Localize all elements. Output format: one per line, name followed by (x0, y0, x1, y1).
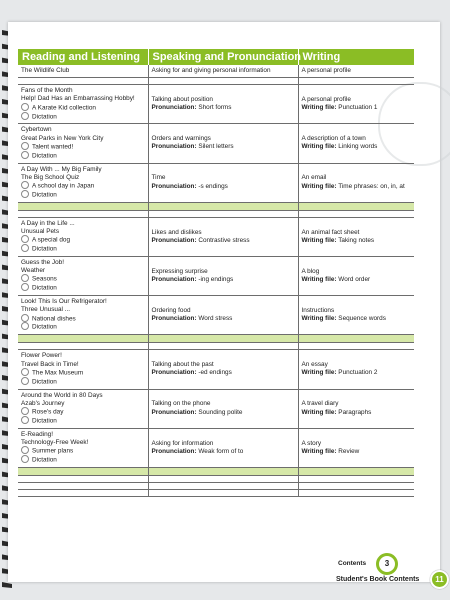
cell-line (152, 237, 295, 245)
cell-line (21, 447, 145, 456)
cell-line (302, 315, 412, 323)
cell-text: Word order (336, 276, 371, 284)
cell-label: Pronunciation: (151, 447, 197, 455)
reading-cell (18, 217, 148, 256)
cell-label: Pronunciation: (151, 182, 197, 190)
cell-text: Review (336, 447, 360, 455)
cell-label: Writing file: (301, 447, 337, 455)
section-separator (18, 335, 414, 343)
book-page-number: 11 (430, 570, 449, 589)
cell-text: A Day in the Life ... (21, 219, 75, 227)
blank-cell (148, 482, 298, 489)
unit-row (18, 350, 414, 389)
cell-text: Dictation (32, 152, 57, 160)
separator-cell (18, 335, 148, 343)
blank-row (18, 489, 414, 496)
cell-text: A personal profile (301, 67, 351, 74)
speaking-cell (148, 65, 298, 78)
writing-cell (298, 389, 414, 428)
cell-line (152, 276, 295, 284)
cell-text: An email (301, 174, 327, 182)
cell-text: Dictation (32, 191, 57, 199)
separator-cell (298, 467, 414, 475)
blank-row (18, 343, 414, 350)
contents-table (18, 49, 414, 497)
cell-line (21, 369, 145, 378)
audio-icon[interactable] (21, 407, 29, 415)
cell-text: Dictation (32, 284, 57, 292)
cell-line (21, 323, 145, 332)
cell-text: Fans of the Month (21, 87, 73, 95)
audio-icon[interactable] (21, 446, 29, 454)
cell-line (21, 361, 145, 369)
cell-text: Talking about the past (151, 361, 214, 369)
cell-line (152, 229, 295, 237)
cell-text: Look! This Is Our Refrigerator! (21, 298, 107, 306)
cell-label: Writing file: (301, 369, 337, 377)
cell-line (302, 229, 412, 237)
cell-line (152, 448, 295, 456)
cell-text: Dictation (32, 113, 57, 121)
cell-line (152, 400, 295, 408)
unit-row (18, 217, 414, 256)
blank-cell (298, 78, 414, 85)
separator-cell (148, 202, 298, 210)
blank-cell (148, 475, 298, 482)
cell-text: The Big School Quiz (21, 173, 80, 181)
cell-line (302, 268, 412, 276)
cell-text: Time phrases: on, in, at (336, 182, 405, 190)
unit-row (18, 85, 414, 124)
cell-label: Writing file: (301, 182, 337, 190)
cell-text: Ordering food (151, 307, 191, 315)
cell-text: Great Parks in New York City (21, 134, 104, 142)
writing-cell (298, 350, 414, 389)
cell-text: -s endings (196, 182, 228, 190)
cell-label: Pronunciation: (151, 104, 197, 112)
cell-label: Pronunciation: (151, 369, 197, 377)
footer-contents-label: Contents (338, 560, 367, 567)
cell-text: A travel diary (301, 400, 339, 408)
cell-line (21, 378, 145, 387)
cell-line (302, 135, 412, 143)
writing-cell (298, 85, 414, 124)
cell-line (302, 104, 412, 112)
cell-text: Instructions (301, 307, 335, 315)
cell-line (21, 400, 145, 408)
cell-line (152, 96, 295, 104)
audio-icon[interactable] (21, 142, 29, 150)
cell-line (302, 369, 412, 377)
reading-cell (18, 296, 148, 335)
cell-text: Weak form of to (196, 447, 244, 455)
writing-cell (298, 65, 414, 78)
cell-line (21, 267, 145, 275)
blank-cell (18, 475, 148, 482)
cell-line (152, 183, 295, 191)
reading-cell (18, 85, 148, 124)
separator-cell (148, 467, 298, 475)
speaking-cell (148, 296, 298, 335)
unit-row (18, 256, 414, 295)
separator-cell (18, 467, 148, 475)
audio-icon[interactable] (21, 455, 29, 463)
unit-row (18, 163, 414, 202)
cell-text: Technology-Free Week! (21, 438, 89, 446)
cell-text: A Day With ... My Big Family (21, 165, 102, 173)
cell-text: A blog (301, 267, 320, 275)
header-reading-listening: Reading and Listening (18, 49, 148, 65)
cell-line (21, 174, 145, 182)
cell-line (152, 174, 295, 182)
audio-icon[interactable] (21, 322, 29, 330)
audio-icon[interactable] (21, 416, 29, 424)
unit-row (18, 124, 414, 163)
cell-text: Flower Power! (21, 352, 62, 360)
cell-line (302, 448, 412, 456)
speaking-cell (148, 163, 298, 202)
unit-row (18, 389, 414, 428)
cell-text: Dictation (32, 324, 57, 332)
cell-text: Travel Back in Time! (21, 360, 79, 368)
blank-cell (18, 482, 148, 489)
cell-text: Talent wanted! (32, 143, 74, 151)
cell-line (302, 96, 412, 104)
cell-text: -ing endings (196, 276, 234, 284)
cell-text: Word stress (196, 315, 233, 323)
cell-text: National dishes (32, 315, 76, 323)
blank-cell (298, 482, 414, 489)
cell-line (152, 307, 295, 315)
cell-line (152, 135, 295, 143)
blank-row (18, 210, 414, 217)
writing-cell (298, 428, 414, 467)
blank-cell (298, 489, 414, 496)
contents-rows (18, 65, 414, 496)
audio-icon[interactable] (21, 151, 29, 159)
cell-label: Writing file: (301, 236, 337, 244)
blank-cell (148, 78, 298, 85)
cell-line (302, 409, 412, 417)
writing-cell (298, 163, 414, 202)
cell-line (21, 259, 145, 267)
cell-text: A description of a town (301, 135, 366, 143)
cell-line (152, 67, 295, 75)
cell-text: Dictation (32, 378, 57, 386)
blank-cell (298, 475, 414, 482)
cell-text: Orders and warnings (151, 135, 211, 143)
cell-text: Linking words (336, 143, 378, 151)
cell-text: Dictation (32, 417, 57, 425)
cell-line (302, 440, 412, 448)
speaking-cell (148, 124, 298, 163)
cell-line (21, 298, 145, 306)
cell-line (302, 183, 412, 191)
cell-line (152, 268, 295, 276)
cell-text: Seasons (32, 276, 57, 284)
cell-text: Cybertown (21, 126, 52, 134)
cell-line (21, 284, 145, 293)
audio-icon[interactable] (21, 181, 29, 189)
cell-text: Contrastive stress (196, 236, 250, 244)
cell-text: Three Unusual ... (21, 306, 71, 314)
cell-text: An animal fact sheet (301, 228, 360, 236)
unit-row (18, 296, 414, 335)
speaking-cell (148, 428, 298, 467)
blank-row (18, 78, 414, 85)
separator-cell (148, 335, 298, 343)
cell-label: Pronunciation: (151, 315, 197, 323)
writing-cell (298, 296, 414, 335)
cell-line (21, 191, 145, 200)
header-writing: Writing (298, 49, 414, 65)
cell-line (21, 143, 145, 152)
cell-text: Likes and dislikes (151, 228, 202, 236)
cell-line (152, 369, 295, 377)
audio-icon[interactable] (21, 377, 29, 385)
cell-text: Help! Dad Has an Embarrassing Hobby! (21, 95, 135, 103)
cell-line (152, 143, 295, 151)
cell-text: Talking about position (151, 96, 213, 104)
unit-row (18, 65, 414, 78)
cell-text: A personal profile (301, 96, 351, 104)
audio-icon[interactable] (21, 274, 29, 282)
reading-cell (18, 256, 148, 295)
cell-text: Around the World in 80 Days (21, 391, 103, 399)
blank-cell (18, 78, 148, 85)
cell-text: Dictation (32, 245, 57, 253)
speaking-cell (148, 350, 298, 389)
cell-line (21, 392, 145, 400)
cell-text: A Karate Kid collection (32, 104, 96, 112)
audio-icon[interactable] (21, 283, 29, 291)
cell-text: Asking for and giving personal information (151, 67, 271, 74)
cell-line (21, 166, 145, 174)
cell-text: Summer plans (32, 447, 74, 455)
audio-icon[interactable] (21, 244, 29, 252)
audio-icon[interactable] (21, 190, 29, 198)
cell-text: Dictation (32, 456, 57, 464)
cell-text: Punctuation 2 (336, 369, 378, 377)
header-speaking-pronunciation: Speaking and Pronunciation (148, 49, 298, 65)
cell-line (21, 113, 145, 122)
cell-text: Guess the Job! (21, 258, 64, 266)
cell-text: Paragraphs (336, 408, 372, 416)
cell-line (302, 237, 412, 245)
reading-cell (18, 163, 148, 202)
speaking-cell (148, 256, 298, 295)
cell-line (302, 400, 412, 408)
cell-line (21, 135, 145, 143)
cell-text: Taking notes (336, 236, 375, 244)
reading-cell (18, 389, 148, 428)
spiral-coil (2, 582, 12, 588)
cell-line (21, 315, 145, 324)
cell-line (152, 315, 295, 323)
cell-text: Sequence words (336, 315, 386, 323)
blank-cell (298, 343, 414, 350)
cell-text: Time (151, 174, 166, 182)
cell-text: A special dog (32, 236, 71, 244)
writing-cell (298, 124, 414, 163)
cell-label: Pronunciation: (151, 408, 197, 416)
blank-cell (298, 210, 414, 217)
cell-line (21, 431, 145, 439)
cell-line (21, 126, 145, 134)
cell-text: Punctuation 1 (336, 104, 378, 112)
cell-label: Writing file: (301, 408, 337, 416)
cell-text: -ed endings (196, 369, 232, 377)
blank-cell (18, 343, 148, 350)
cell-line (302, 67, 412, 75)
blank-row (18, 482, 414, 489)
cell-line (21, 220, 145, 228)
cell-label: Writing file: (301, 104, 337, 112)
audio-icon[interactable] (21, 314, 29, 322)
section-separator (18, 467, 414, 475)
cell-text: E-Reading! (21, 430, 53, 438)
cell-line (21, 352, 145, 360)
blank-cell (18, 489, 148, 496)
cell-line (21, 245, 145, 254)
footer-book-label: Student's Book Contents (336, 576, 420, 583)
reading-cell (18, 350, 148, 389)
speaking-cell (148, 217, 298, 256)
cell-label: Pronunciation: (151, 236, 197, 244)
header-row (18, 49, 414, 65)
blank-row (18, 475, 414, 482)
cell-text: The Max Museum (32, 369, 84, 377)
cell-line (152, 440, 295, 448)
cell-line (21, 408, 145, 417)
cell-text: Unusual Pets (21, 227, 60, 235)
cell-text: A school day in Japan (32, 182, 95, 190)
cell-line (21, 67, 145, 75)
cell-label: Writing file: (301, 276, 337, 284)
audio-icon[interactable] (21, 235, 29, 243)
cell-line (302, 174, 412, 182)
reading-cell (18, 428, 148, 467)
writing-cell (298, 217, 414, 256)
cell-text: An essay (301, 361, 328, 369)
audio-icon[interactable] (21, 112, 29, 120)
cell-line (152, 409, 295, 417)
cell-line (302, 361, 412, 369)
contents-page (8, 22, 440, 582)
cell-text: Weather (21, 267, 46, 275)
cell-text: Azab's Journey (21, 399, 65, 407)
reading-cell (18, 124, 148, 163)
cell-line (21, 95, 145, 103)
cell-text: Talking on the phone (151, 400, 211, 408)
cell-line (302, 276, 412, 284)
cell-line (21, 439, 145, 447)
cell-line (21, 228, 145, 236)
unit-row (18, 428, 414, 467)
separator-cell (18, 202, 148, 210)
cell-text: The Wildlife Club (21, 67, 70, 74)
cell-text: Expressing surprise (151, 267, 208, 275)
cell-label: Pronunciation: (151, 276, 197, 284)
cell-line (21, 456, 145, 465)
speaking-cell (148, 85, 298, 124)
audio-icon[interactable] (21, 103, 29, 111)
blank-cell (18, 210, 148, 217)
cell-line (21, 104, 145, 113)
blank-cell (148, 343, 298, 350)
cell-line (21, 306, 145, 314)
cell-line (21, 182, 145, 191)
writing-cell (298, 256, 414, 295)
cell-text: Rose's day (32, 408, 64, 416)
cell-line (21, 87, 145, 95)
cell-line (152, 361, 295, 369)
cell-label: Writing file: (301, 315, 337, 323)
section-separator (18, 202, 414, 210)
cell-line (21, 417, 145, 426)
speaking-cell (148, 389, 298, 428)
cell-line (302, 307, 412, 315)
audio-icon[interactable] (21, 368, 29, 376)
contents-page-number: 3 (376, 553, 398, 575)
cell-line (21, 236, 145, 245)
separator-cell (298, 335, 414, 343)
reading-cell (18, 65, 148, 78)
blank-cell (148, 210, 298, 217)
cell-text: Silent letters (196, 143, 234, 151)
blank-cell (148, 489, 298, 496)
cell-label: Writing file: (301, 143, 337, 151)
cell-line (21, 152, 145, 161)
cell-line (152, 104, 295, 112)
cell-line (302, 143, 412, 151)
cell-text: Sounding polite (196, 408, 243, 416)
cell-line (21, 275, 145, 284)
cell-text: Asking for information (151, 439, 214, 447)
cell-text: Short forms (196, 104, 232, 112)
cell-label: Pronunciation: (151, 143, 197, 151)
separator-cell (298, 202, 414, 210)
cell-text: A story (301, 439, 322, 447)
